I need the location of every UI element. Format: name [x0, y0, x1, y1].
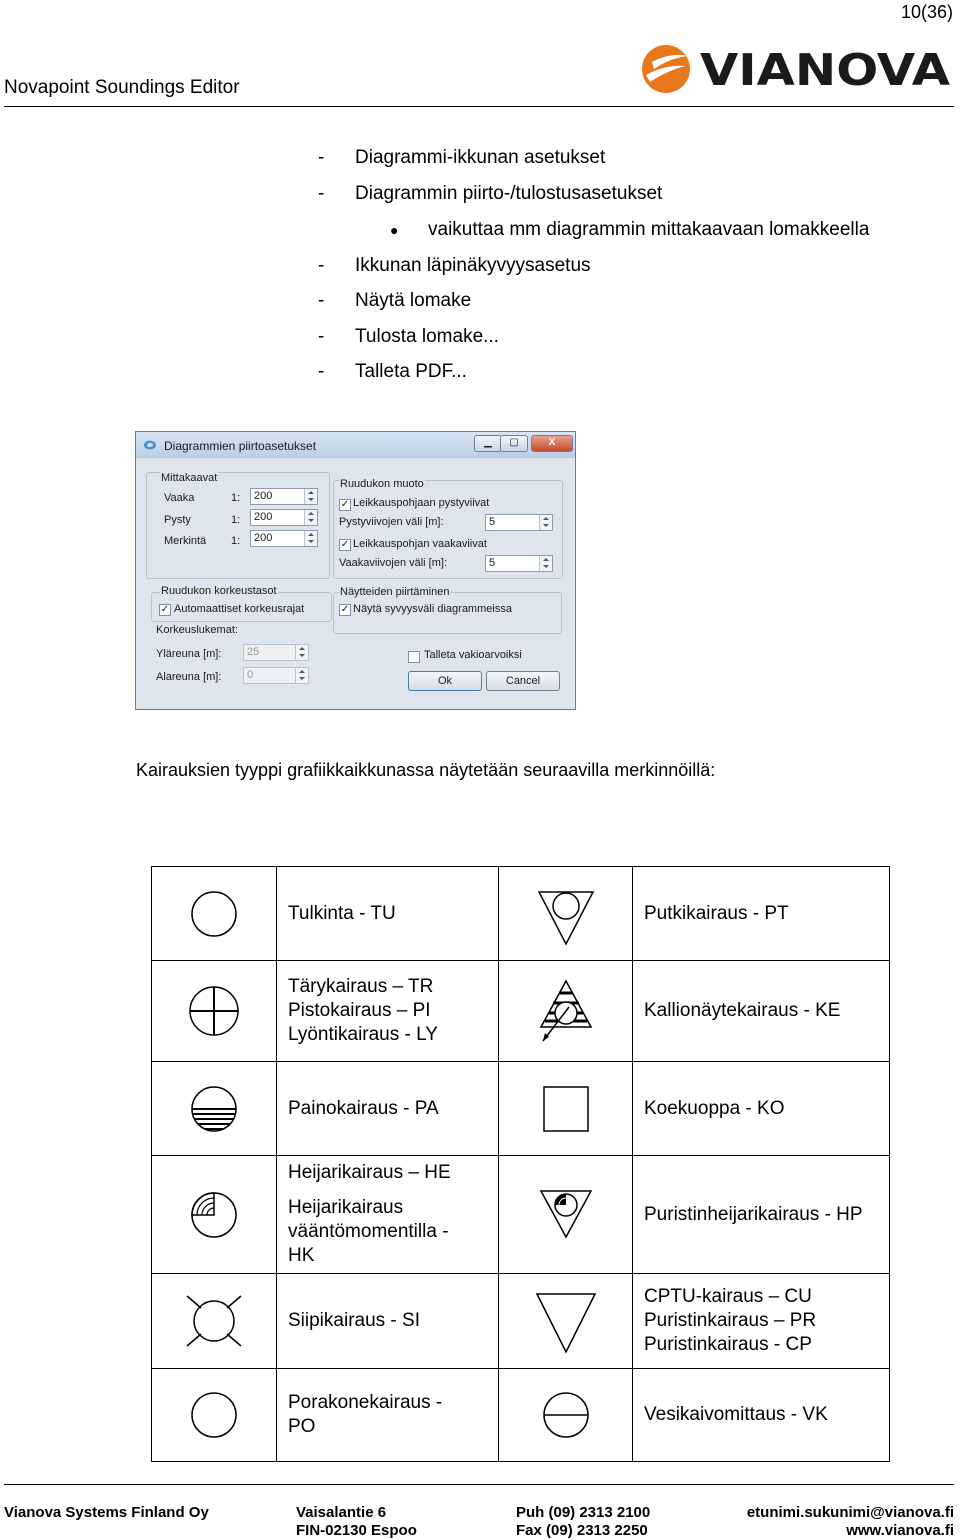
horizontal-scale-input[interactable]: 200	[250, 488, 318, 505]
divided-circle-symbol-icon	[536, 1385, 596, 1445]
cancel-button[interactable]: Cancel	[486, 671, 560, 691]
symbol-cell	[499, 1369, 633, 1462]
checkbox-label: Näytä syvyysväli diagrammeissa	[353, 603, 512, 615]
field-label: Alareuna [m]:	[156, 671, 222, 683]
label-cell	[277, 961, 499, 1062]
spin-arrows-icon[interactable]	[539, 515, 552, 530]
symbol-cell	[152, 867, 277, 961]
symbol-cell	[499, 1156, 633, 1274]
header-divider	[4, 106, 954, 107]
upper-level-input[interactable]: 25	[243, 644, 309, 661]
document-title: Novapoint Soundings Editor	[4, 77, 240, 98]
dash: -	[318, 326, 325, 347]
checkbox-label: Automaattiset korkeusrajat	[174, 603, 305, 615]
footer-postal: FIN-02130 Espoo	[296, 1522, 417, 1539]
symbol-label: CPTU-kairaus – CU	[644, 1286, 812, 1307]
scale-prefix: 1:	[231, 492, 241, 504]
open-circle-symbol-icon	[184, 1385, 244, 1445]
label-cell	[633, 1369, 890, 1462]
symbol-cell	[152, 1156, 277, 1274]
levels-group-label: Ruudukon korkeustasot	[161, 585, 277, 597]
footer-web: www.vianova.fi	[846, 1522, 954, 1539]
label-cell	[277, 1274, 499, 1369]
vertical-scale-input[interactable]: 200	[250, 509, 318, 526]
inverted-triangle-symbol-icon	[531, 1286, 601, 1356]
symbol-label: Siipikairaus - SI	[288, 1310, 420, 1331]
table-row	[152, 1062, 890, 1156]
spin-arrows-icon[interactable]	[539, 556, 552, 571]
symbol-label: Puristinkairaus – PR	[644, 1310, 817, 1331]
table-row	[152, 1156, 890, 1274]
footer-phone: Puh (09) 2313 2100	[516, 1504, 651, 1521]
triangle-quarter-circle-symbol-icon	[531, 1185, 601, 1245]
scale-prefix: 1:	[231, 535, 241, 547]
spin-arrows-icon[interactable]	[295, 645, 308, 660]
field-label: Vaakaviivojen väli [m]:	[339, 557, 448, 569]
dash: -	[318, 290, 325, 311]
footer-street: Vaisalantie 6	[296, 1504, 387, 1521]
symbol-cell	[499, 961, 633, 1062]
dash: -	[318, 147, 325, 168]
label-cell	[633, 1156, 890, 1274]
bullet-dot-icon: ●	[390, 222, 399, 238]
footer-divider	[4, 1484, 954, 1485]
symbol-cell	[152, 1369, 277, 1462]
symbol-label: Heijarikairaus	[288, 1197, 404, 1218]
symbol-label: Heijarikairaus – HE	[288, 1162, 451, 1183]
bullet-item: Näytä lomake	[355, 290, 472, 311]
symbol-legend-table	[151, 866, 890, 1462]
symbol-cell	[152, 961, 277, 1062]
grid-group-label: Ruudukon muoto	[340, 478, 424, 490]
marking-scale-input[interactable]: 200	[250, 530, 318, 547]
spin-arrows-icon[interactable]	[304, 489, 317, 504]
bullet-item: Talleta PDF...	[355, 361, 467, 382]
table-row	[152, 867, 890, 961]
triangle-circle-symbol-icon	[531, 874, 601, 954]
scales-group-label: Mittakaavat	[161, 472, 218, 484]
symbol-cell	[499, 867, 633, 961]
label-cell	[633, 1062, 890, 1156]
auto-levels-checkbox[interactable]: ✓	[160, 604, 170, 615]
symbol-label: vääntömomentilla -	[288, 1221, 449, 1242]
checkbox-label: Talleta vakioarvoiksi	[424, 649, 522, 661]
spin-arrows-icon[interactable]	[304, 531, 317, 546]
scale-label: Vaaka	[164, 492, 195, 504]
bullet-item: Ikkunan läpinäkyvyysasetus	[355, 255, 591, 276]
symbol-label: Pistokairaus – PI	[288, 1000, 431, 1021]
field-label: Pystyviivojen väli [m]:	[339, 516, 444, 528]
label-cell	[633, 1274, 890, 1369]
label-cell	[277, 867, 499, 961]
symbol-cell	[499, 1062, 633, 1156]
symbol-label: Porakonekairaus -	[288, 1392, 443, 1413]
footer-company: Vianova Systems Finland Oy	[4, 1504, 209, 1521]
label-cell	[277, 1156, 499, 1274]
footer-email: etunimi.sukunimi@vianova.fi	[746, 1504, 954, 1521]
label-cell	[277, 1062, 499, 1156]
rock-sample-symbol-icon	[531, 971, 601, 1051]
dash: -	[318, 183, 325, 204]
symbol-label: Koekuoppa - KO	[644, 1097, 785, 1119]
checkbox-label: Leikkauspohjan vaakaviivat	[353, 538, 487, 550]
symbol-label: PO	[288, 1416, 316, 1437]
ok-button[interactable]: Ok	[408, 671, 482, 691]
field-label: Yläreuna [m]:	[156, 648, 222, 660]
close-button[interactable]: X	[531, 435, 573, 452]
vertical-spacing-input[interactable]: 5	[485, 514, 553, 531]
checkbox-label: Leikkauspohjaan pystyviivat	[353, 497, 490, 509]
dash: -	[318, 361, 325, 382]
show-depth-checkbox[interactable]: ✓	[340, 604, 350, 615]
scale-label: Pysty	[164, 514, 191, 526]
label-cell	[277, 1369, 499, 1462]
vertical-lines-checkbox[interactable]: ✓	[340, 499, 350, 510]
symbol-label: Painokairaus - PA	[288, 1097, 439, 1119]
scale-label: Merkintä	[164, 535, 207, 547]
save-default-checkbox[interactable]	[408, 651, 420, 663]
maximize-button[interactable]: ▢	[500, 435, 528, 452]
bullet-item: Tulosta lomake...	[355, 326, 499, 347]
logo-text: VIANOVA	[700, 45, 950, 96]
circle-symbol-icon	[184, 884, 244, 944]
horizontal-lines-checkbox[interactable]: ✓	[340, 539, 350, 550]
bullet-item: Diagrammin piirto-/tulostusasetukset	[355, 183, 663, 204]
half-hatched-circle-symbol-icon	[184, 1079, 244, 1139]
label-cell	[633, 961, 890, 1062]
symbol-label: Lyöntikairaus - LY	[288, 1024, 438, 1045]
intro-text: Kairauksien tyyppi grafiikkaikkunassa näytetään seuraavilla merkinnöillä:	[136, 760, 716, 780]
symbol-label: Tulkinta - TU	[288, 902, 396, 924]
dash: -	[318, 255, 325, 276]
table-row	[152, 1369, 890, 1462]
symbol-label: Vesikaivomittaus - VK	[644, 1404, 828, 1425]
dialog-title: Diagrammien piirtoasetukset	[164, 439, 317, 453]
horizontal-spacing-input[interactable]: 5	[485, 555, 553, 572]
quarter-circle-symbol-icon	[184, 1185, 244, 1245]
scale-prefix: 1:	[231, 514, 241, 526]
symbol-cell	[152, 1274, 277, 1369]
bullet-item: Diagrammi-ikkunan asetukset	[355, 147, 606, 168]
symbol-label: Puristinkairaus - CP	[644, 1334, 812, 1355]
spin-arrows-icon[interactable]	[295, 668, 308, 683]
square-symbol-icon	[536, 1079, 596, 1139]
footer-fax: Fax (09) 2313 2250	[516, 1522, 648, 1539]
dialog-titlebar[interactable]	[136, 432, 575, 458]
symbol-label: Puristinheijarikairaus - HP	[644, 1203, 863, 1225]
settings-dialog	[135, 431, 576, 710]
field-label: Korkeuslukemat:	[156, 624, 238, 636]
samples-group-label: Näytteiden piirtäminen	[340, 586, 450, 598]
sub-bullet-item: vaikuttaa mm diagrammin mittakaavaan lomakkeella	[428, 219, 870, 240]
crossed-circle-symbol-icon	[184, 981, 244, 1041]
symbol-label: HK	[288, 1245, 315, 1266]
app-icon	[143, 439, 157, 451]
symbol-cell	[152, 1062, 277, 1156]
symbol-cell	[499, 1274, 633, 1369]
symbol-label: Putkikairaus - PT	[644, 902, 789, 924]
symbol-label: Tärykairaus – TR	[288, 976, 434, 997]
vianova-logo	[640, 42, 952, 96]
table-row	[152, 961, 890, 1062]
vane-circle-symbol-icon	[179, 1286, 249, 1356]
table-row	[152, 1274, 890, 1369]
lower-level-input[interactable]: 0	[243, 667, 309, 684]
spin-arrows-icon[interactable]	[304, 510, 317, 525]
label-cell	[633, 867, 890, 961]
page-number: 10(36)	[900, 2, 953, 22]
minimize-button[interactable]: ▁	[474, 435, 502, 452]
symbol-label: Kallionäytekairaus - KE	[644, 1000, 841, 1021]
